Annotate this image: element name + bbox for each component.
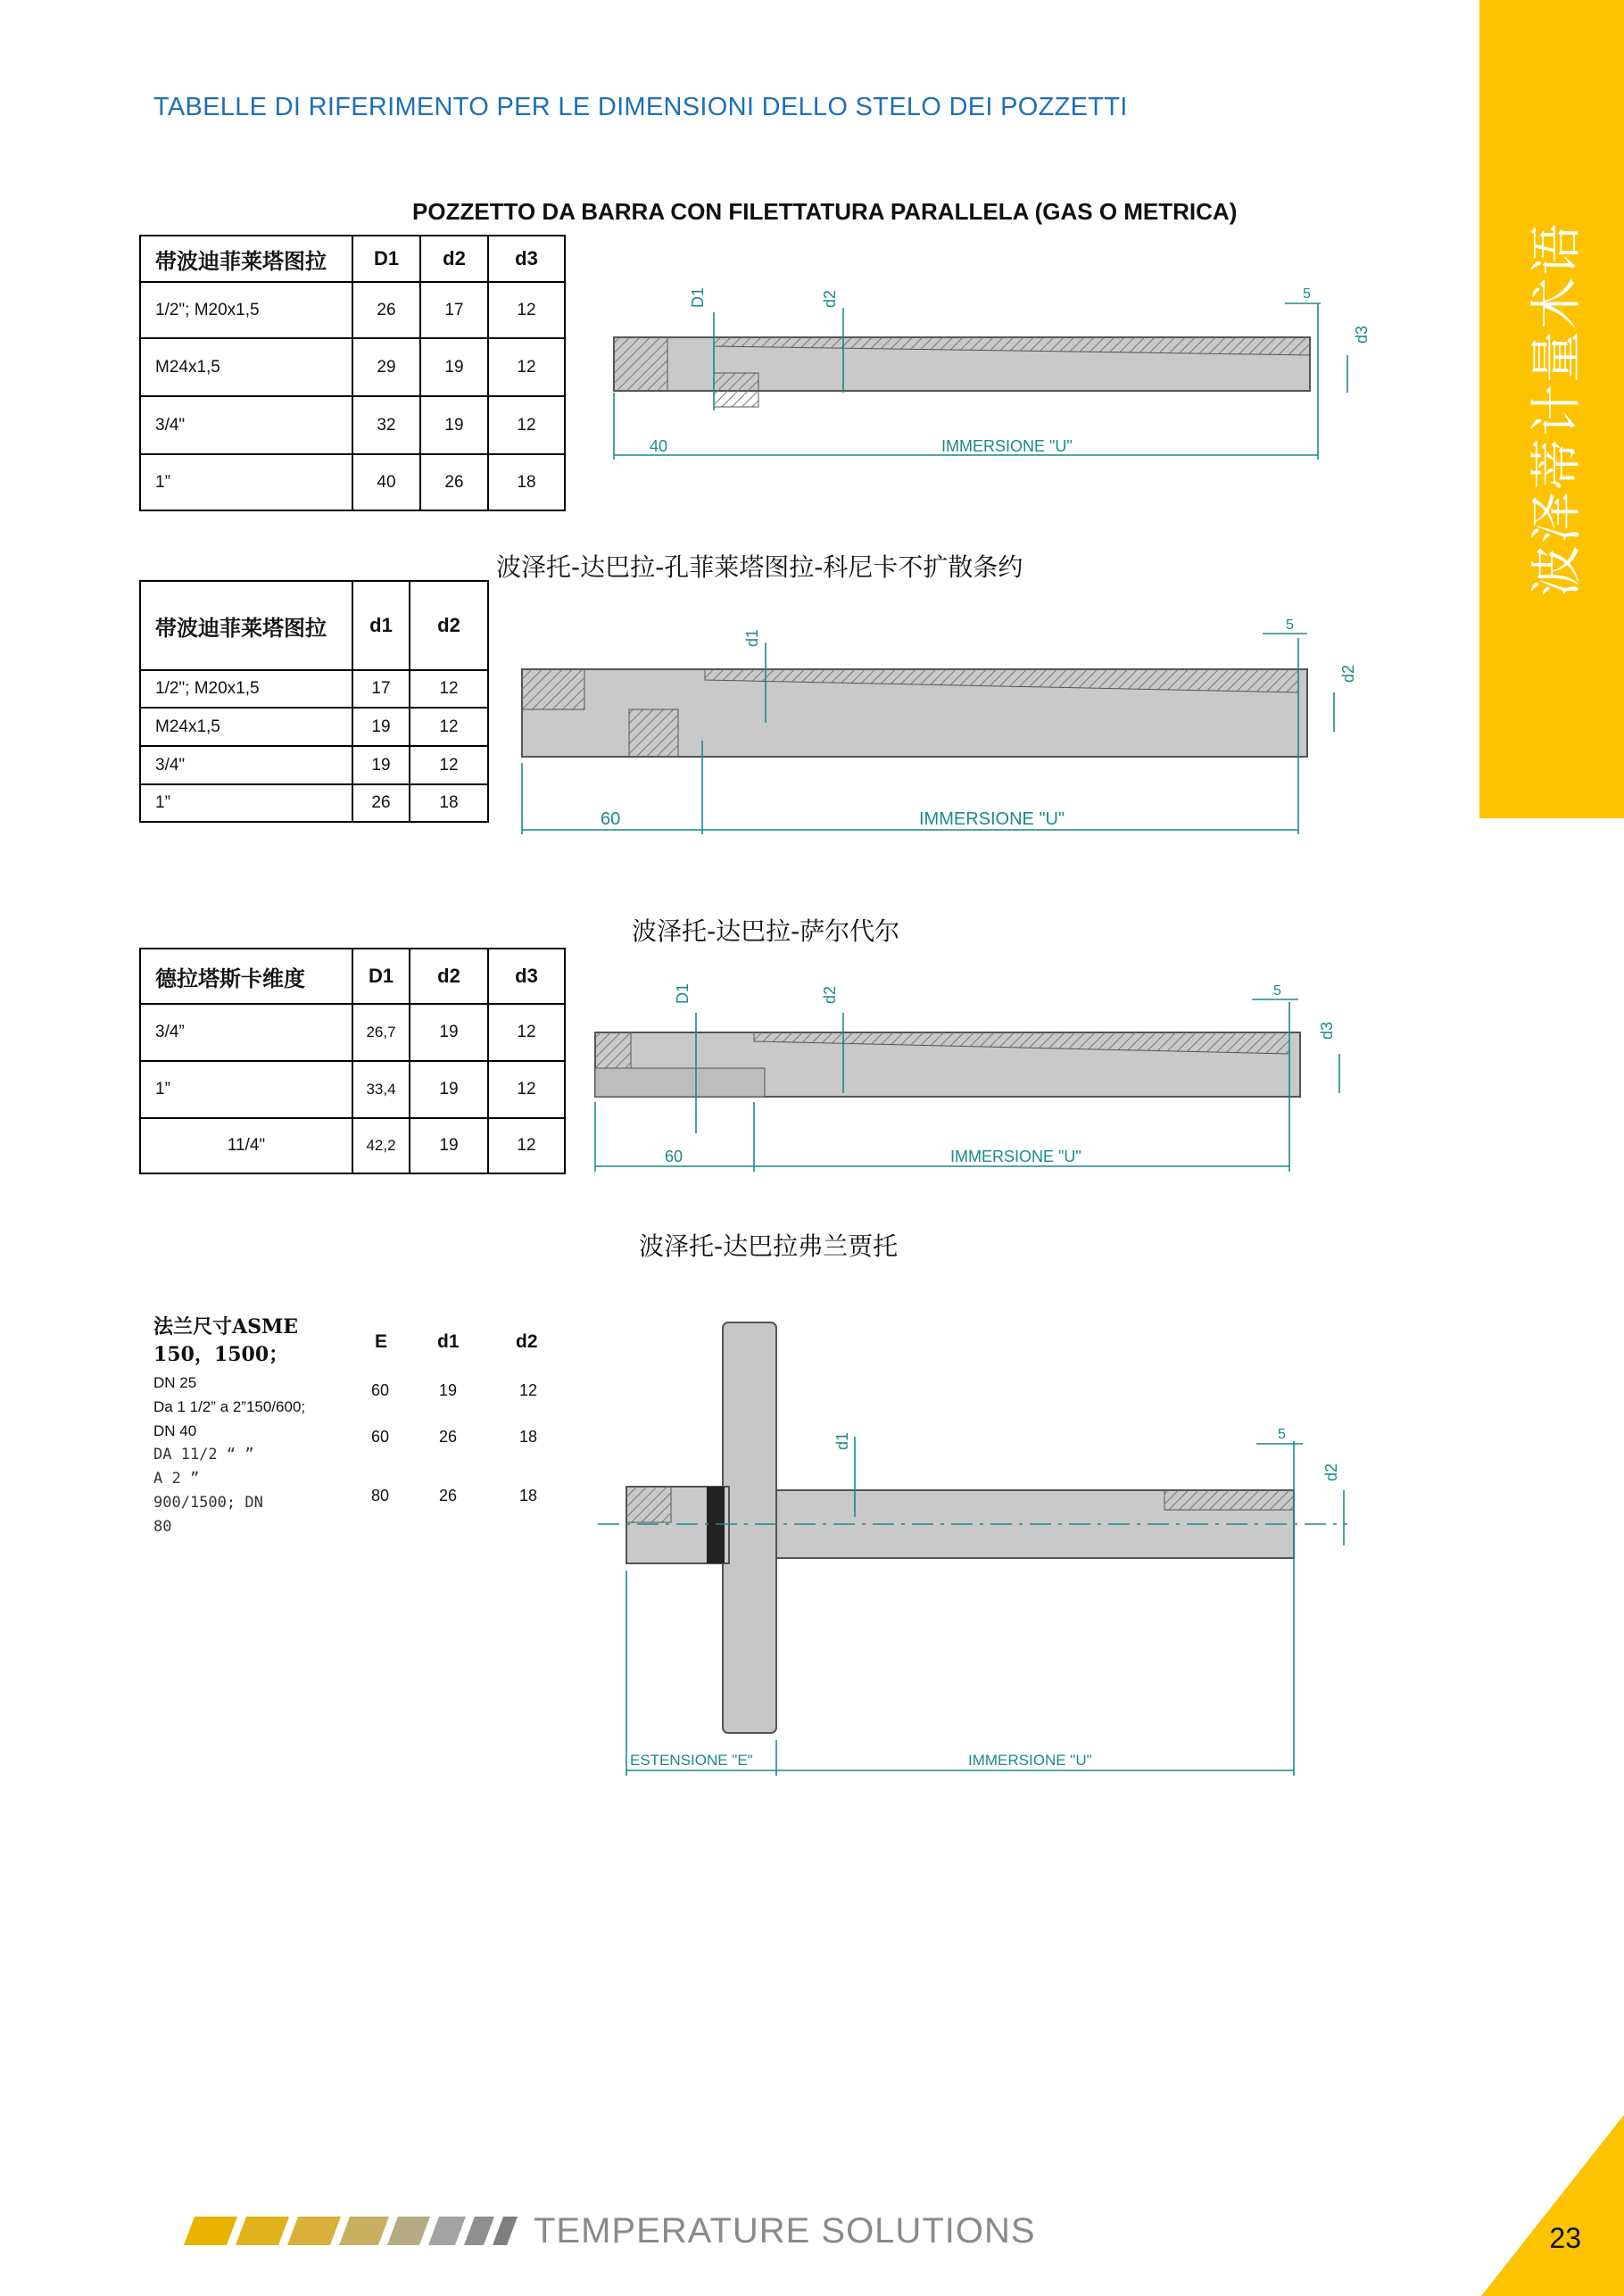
table-row [140,708,488,746]
table-cell: 18 [519,1428,538,1446]
flanged-thermowell [598,1322,1347,1733]
table-cell: 29 [352,338,420,396]
dim-label: D1 [689,286,707,308]
table-cell: 32 [352,396,420,454]
dim-label: d3 [1318,1021,1336,1040]
page-number: 23 [1549,2222,1581,2254]
table-row [140,746,488,784]
column-header: 德拉塔斯卡维度 [140,949,352,1004]
flange-label-heading: 法兰尺寸ASME 150，1500； [153,1315,299,1366]
table-cell: M24x1,5 [140,338,352,396]
section-1-title: POZZETTO DA BARRA CON FILETTATURA PARALLELA (GAS O METRICA) [412,198,1238,225]
column-header: d3 [488,236,565,282]
footer-brand: TEMPERATURE SOLUTIONS [534,2211,1036,2250]
section-3-table [139,948,566,1174]
table-cell: 12 [488,282,565,338]
table-cell: 1/2"; M20x1,5 [140,282,352,338]
section-2-drawing [513,607,1405,848]
table-cell: 12 [519,1381,538,1399]
table-cell: 17 [352,670,410,708]
table-cell: 11/4" [140,1118,352,1173]
table-cell: 26 [439,1487,458,1504]
table-cell: 42,2 [352,1118,410,1173]
column-header: d1 [437,1331,460,1352]
table-cell: 19 [420,338,488,396]
dim-label: 5 [1303,286,1311,302]
dim-label: d2 [821,985,839,1004]
flange-row-label [153,1371,305,1539]
immersion-label: IMMERSIONE "U" [941,437,1073,455]
side-label [1479,0,1624,818]
table-cell: 18 [488,454,565,510]
table-cell: 26 [420,454,488,510]
row-label-line: DN 25 [153,1374,197,1391]
table-row [140,454,565,510]
table-cell: 80 [371,1487,390,1504]
section-1-drawing [598,268,1401,473]
table-row [140,282,565,338]
column-header: d2 [410,581,488,670]
section-3-drawing [584,977,1388,1182]
table-cell: 18 [519,1487,538,1504]
table-cell: 19 [410,1004,488,1061]
table-cell: 3/4” [140,1004,352,1061]
table-cell: 19 [420,396,488,454]
dim-label: d1 [833,1431,851,1450]
table-cell: 19 [352,746,410,784]
row-label-line: 900/1500; DN [153,1494,263,1512]
dim-label: 5 [1273,983,1281,999]
side-label-text: 波泽蒂计量术语 [1526,221,1587,597]
table-cell: 12 [488,1061,565,1118]
row-label-line: DA 11/2 “ ” [153,1446,254,1463]
table-cell: 40 [352,454,420,510]
table-cell: 26 [439,1428,458,1446]
column-header: d2 [420,236,488,282]
dim-label: d2 [1339,664,1357,683]
dim-label: d2 [821,289,839,308]
table-row [140,784,488,822]
thermowell-body [614,337,1310,407]
table-row [140,396,565,454]
table-cell: 60 [371,1381,390,1399]
immersion-label: IMMERSIONE "U" [950,1148,1081,1165]
immersion-label: IMMERSIONE "U" [919,809,1065,829]
brand-stripes-logo [184,2213,532,2249]
dim-label: 60 [665,1148,684,1165]
immersion-label: IMMERSIONE "U" [968,1752,1092,1769]
table-cell: 12 [410,746,488,784]
column-header: d2 [516,1331,538,1352]
table-cell: 12 [488,1118,565,1173]
table-cell: 60 [371,1428,390,1446]
column-header: D1 [352,236,420,282]
dim-label: 40 [650,437,668,455]
dim-label: D1 [674,982,692,1004]
table-cell: 26,7 [352,1004,410,1061]
table-cell: 1” [140,1061,352,1118]
table-cell: 19 [410,1118,488,1173]
table-cell: 19 [352,708,410,746]
page-corner [1481,2115,1624,2296]
table-cell: 12 [410,670,488,708]
table-cell: 17 [420,282,488,338]
row-label-line: A 2 ” [153,1470,200,1488]
table-cell: 18 [410,784,488,822]
dim-label: d2 [1322,1463,1340,1481]
table-row [140,1118,565,1173]
table-cell: 3/4" [140,396,352,454]
table-cell: 26 [352,784,410,822]
row-label-line: DN 40 [153,1422,197,1439]
table-cell: 12 [488,1004,565,1061]
row-label-line: 80 [153,1518,172,1536]
table-cell: 19 [410,1061,488,1118]
thermowell-body [595,1032,1300,1097]
table-header-row [140,236,565,282]
table-cell: 1” [140,454,352,510]
section-4-title: 波泽托-达巴拉弗兰贾托 [639,1231,899,1261]
section-2-table [139,580,489,823]
dim-label: 5 [1278,1427,1286,1442]
thermowell-body [522,669,1307,757]
table-cell: 12 [410,708,488,746]
dim-label: d1 [743,628,761,647]
table-cell: 1” [140,784,352,822]
table-header-row [140,581,488,670]
table-cell: 12 [488,338,565,396]
table-cell: 1/2"; M20x1,5 [140,670,352,708]
table-header-row [140,949,565,1004]
column-header: 帯波迪菲莱塔图拉 [140,236,352,282]
column-header: E [375,1331,388,1352]
table-row [140,1061,565,1118]
dim-label: ESTENSIONE "E" [630,1752,753,1769]
section-3-title: 波泽托-达巴拉-萨尔代尔 [632,916,900,946]
dim-label: d3 [1353,325,1371,344]
table-cell: 33,4 [352,1061,410,1118]
row-label-line: Da 1 1/2” a 2”150/600; [153,1398,306,1415]
table-row [140,338,565,396]
table-row [140,1004,565,1061]
column-header: d1 [352,581,410,670]
section-1-table [139,235,566,511]
column-header: 帯波迪菲莱塔图拉 [140,581,352,670]
table-cell: 26 [352,282,420,338]
column-header: D1 [352,949,410,1004]
table-cell: M24x1,5 [140,708,352,746]
section-2-title: 波泽托-达巴拉-孔菲莱塔图拉-科尼卡不扩散条约 [496,552,1023,582]
dim-label: 60 [601,809,621,829]
column-header: d3 [488,949,565,1004]
table-cell: 19 [439,1381,458,1399]
table-cell: 3/4" [140,746,352,784]
table-row [140,670,488,708]
table-cell: 12 [488,396,565,454]
dim-label: 5 [1286,618,1294,633]
section-4-drawing [589,1312,1392,1785]
page-title: TABELLE DI RIFERIMENTO PER LE DIMENSIONI DELLO STELO DEI POZZETTI [153,93,1128,121]
column-header: d2 [410,949,488,1004]
